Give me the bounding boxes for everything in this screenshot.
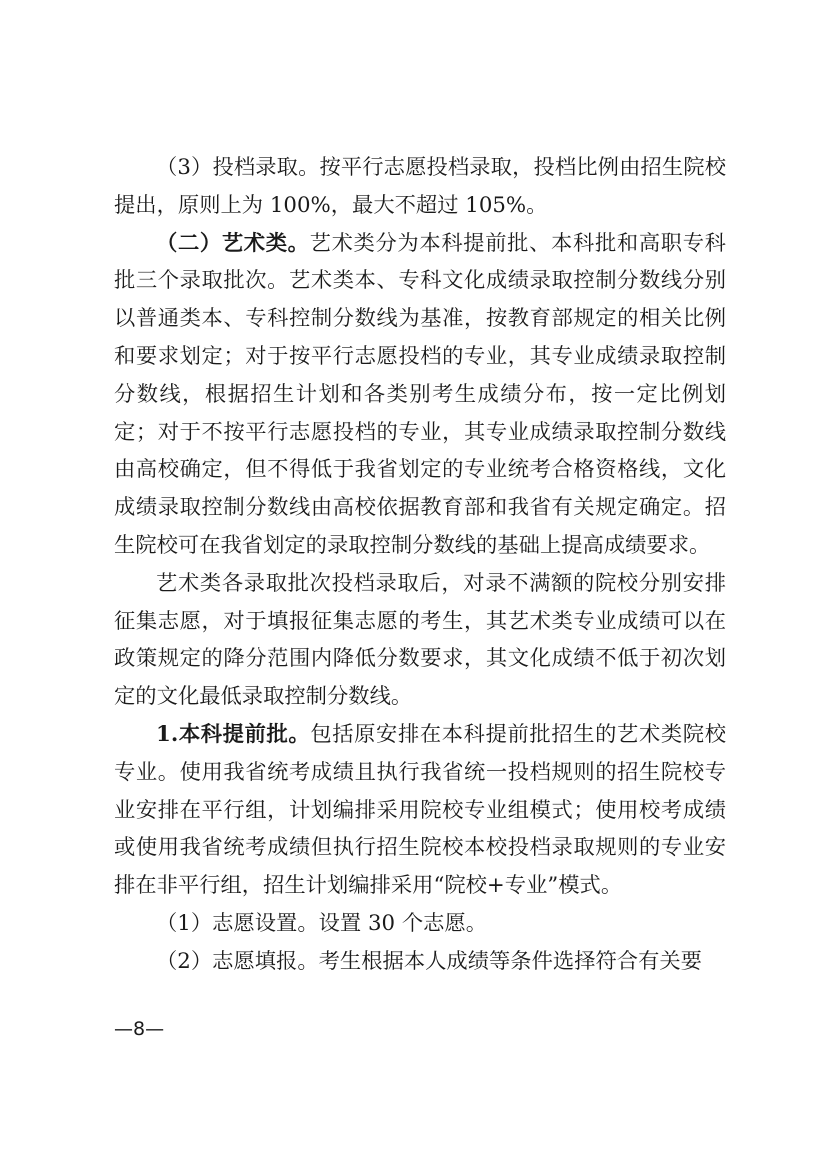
- page-number: —8—: [114, 1018, 165, 1040]
- paragraph-text: 艺术类各录取批次投档录取后，对录不满额的院校分别安排征集志愿，对于填报征集志愿的考生，其艺术类专业成绩可以在政策规定的降分范围内降低分数要求，其文化成绩不低于初次划定的文化最低录取控制分数线。: [114, 570, 726, 710]
- paragraph-text: （3）投档录取。按平行志愿投档录取，投档比例由招生院校提出，原则上为 100%，最大不超过 105%。: [114, 155, 726, 218]
- paragraph-art-category: [114, 225, 726, 565]
- paragraph-text: （1）志愿设置。设置 30 个志愿。: [156, 910, 488, 936]
- paragraph-volunteer-setting: [114, 905, 726, 943]
- paragraph-solicit-volunteer: [114, 565, 726, 716]
- paragraph-volunteer-filling: [114, 943, 726, 981]
- paragraph-lead: 1.本科提前批。: [156, 721, 311, 747]
- paragraph-text: 艺术类分为本科提前批、本科批和高职专科批三个录取批次。艺术类本、专科文化成绩录取控制分数线分别以普通类本、专科控制分数线为基准，按教育部规定的相关比例和要求划定；对于按平行志愿投档的专业，其专业成绩录取控制分数线，根据招生计划和各类别考生成绩分布，按一定比例划定；对于不按平行志愿投档的专业，其专业成绩录取控制分数线由高校确定，但不得低于我省划定的专业统考合格资格线，文化成绩录取控制分数线由高校依据教育部和我省有关规定确定。招生院校可在我省划定的录取控制分数线的基础上提高成绩要求。: [114, 230, 726, 558]
- paragraph-undergrad-early-batch: [114, 716, 726, 905]
- paragraph-text: （2）志愿填报。考生根据本人成绩等条件选择符合有关要: [156, 948, 702, 974]
- paragraph-text: 包括原安排在本科提前批招生的艺术类院校专业。使用我省统考成绩且执行我省统一投档规则的招生院校专业安排在平行组，计划编排采用院校专业组模式；使用校考成绩或使用我省统考成绩但执行招生院校本校投档录取规则的专业安排在非平行组，招生计划编排采用“院校+专业”模式。: [114, 721, 726, 899]
- paragraph-investment-admission: [114, 149, 726, 225]
- document-body: [114, 149, 726, 981]
- paragraph-lead: （二）艺术类。: [156, 230, 310, 256]
